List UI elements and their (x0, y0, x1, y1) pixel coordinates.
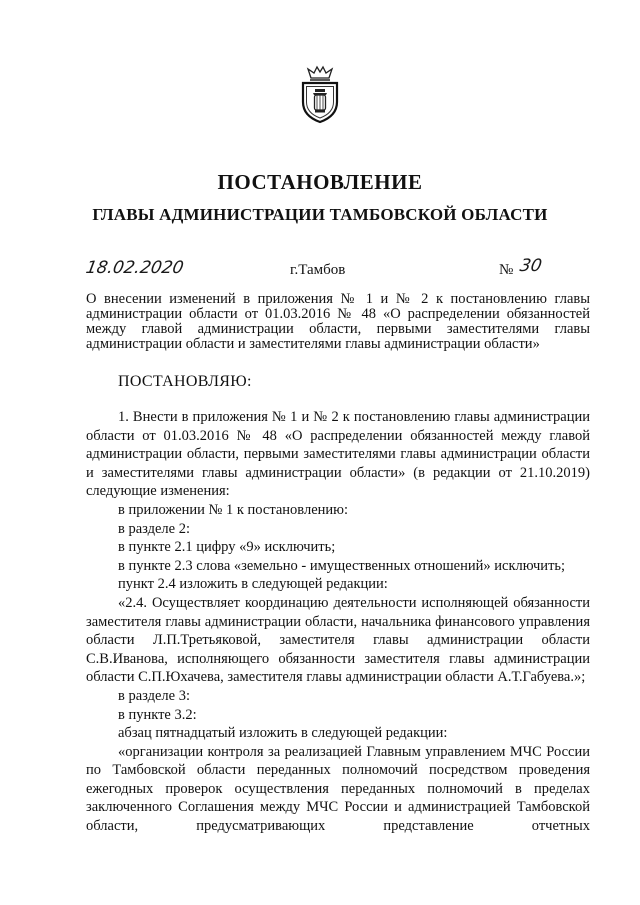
paragraph: в разделе 2: (118, 520, 191, 537)
document-date: 18.02.2020 (84, 258, 186, 278)
paragraph: в пункте 2.3 слова «земельно - имущественных отношений» исключить; (118, 557, 566, 574)
paragraph: 1. Внести в приложения № 1 и № 2 к постановлению главы администрации области от 01.03.2016 № 48 «О распределении обязанностей между главой администрации области, первыми заместителями главы администрации области и заместителями главы администрации области» (в редакции от 21.10.2019) следующие изменения: (86, 409, 590, 500)
document-city: г.Тамбов (290, 262, 346, 278)
issuer-title: ГЛАВЫ АДМИНИСТРАЦИИ ТАМБОВСКОЙ ОБЛАСТИ (92, 205, 548, 224)
paragraph: абзац пятнадцатый изложить в следующей редакции: (118, 725, 448, 742)
document-number-label: № (499, 262, 514, 278)
paragraph: пункт 2.4 изложить в следующей редакции: (118, 576, 388, 593)
document-body (86, 408, 590, 836)
coat-of-arms-icon (299, 64, 341, 124)
document-number: 30 (518, 256, 544, 276)
decree-heading: ПОСТАНОВЛЯЮ: (118, 373, 252, 390)
paragraph: в пункте 3.2: (118, 706, 197, 723)
paragraph: «2.4. Осуществляет координацию деятельности исполняющей обязанности заместителя главы администрации области, начальника финансового управления области Л.П.Третьяковой, заместителя главы администрации области С.В.Иванова, исполняющего обязанности заместителя главы администрации области С.П.Юхачева, заместителя главы администрации области А.Т.Габуева.»; (86, 594, 590, 686)
paragraph: «организации контроля за реализацией Главным управлением МЧС России по Тамбовской области переданных полномочий посредством проведения ежегодных проверок осуществления переданных полномочий в пределах заключенного Соглашения между МЧС России и администрацией Тамбовской области, предусматривающих представление отчетных (86, 743, 590, 835)
paragraph: в приложении № 1 к постановлению: (118, 501, 349, 518)
document-type-title: ПОСТАНОВЛЕНИЕ (217, 170, 423, 194)
document-subject: О внесении изменений в приложения № 1 и № 2 к постановлению главы администрации области от 01.03.2016 № 48 «О распределении обязанностей между главой администрации области, первыми заместителями главы администрации области и заместителями главы администрации области» (86, 291, 590, 352)
paragraph: в пункте 2.1 цифру «9» исключить; (118, 539, 336, 556)
paragraph: в разделе 3: (118, 687, 191, 704)
